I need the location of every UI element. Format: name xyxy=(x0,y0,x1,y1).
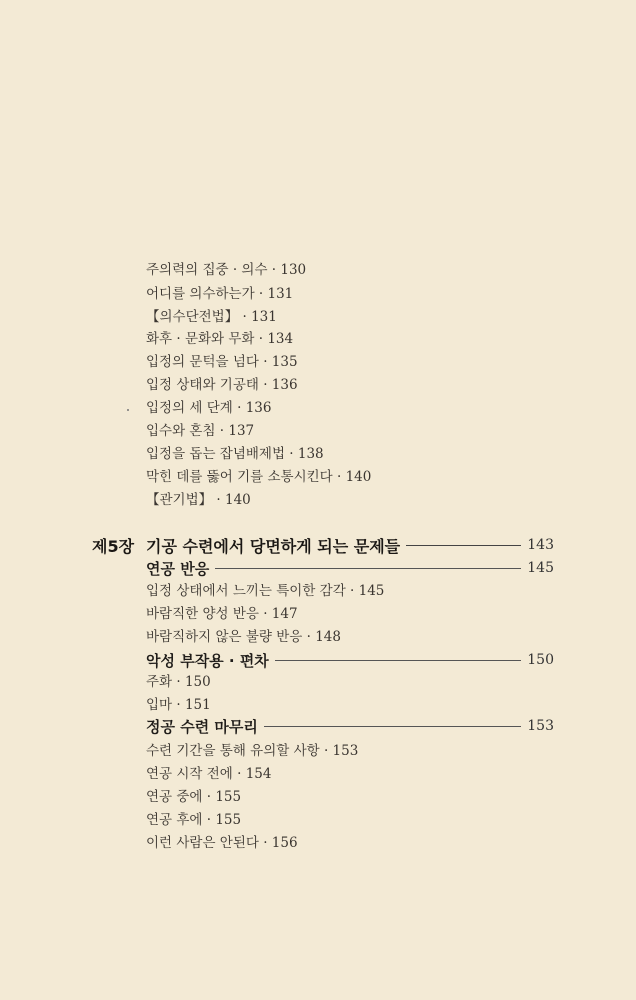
toc-entry: 바람직하지 않은 불량 반응 · 148 xyxy=(146,629,341,645)
section-heading xyxy=(146,714,554,738)
section-page: 150 xyxy=(527,652,554,668)
toc-entry: 어디를 의수하는가 · 131 xyxy=(146,286,294,302)
toc-entry: 입정을 돕는 잡념배제법 · 138 xyxy=(146,446,324,462)
toc-entry: 입마 · 151 xyxy=(146,697,211,713)
toc-entry: 【관기법】 · 140 xyxy=(146,492,251,508)
toc-entry: 화후 · 문화와 무화 · 134 xyxy=(146,331,294,347)
section-title: 연공 반응 xyxy=(146,559,210,578)
chapter-number: 제5장 xyxy=(92,536,135,556)
chapter-page: 143 xyxy=(527,537,554,553)
stray-mark xyxy=(127,409,129,411)
leader-line xyxy=(275,660,521,661)
toc-entry: 입정 상태에서 느끼는 특이한 감각 · 145 xyxy=(146,583,385,599)
toc-entry: 주화 · 150 xyxy=(146,674,211,690)
toc-entry: 주의력의 집중 · 의수 · 130 xyxy=(146,262,307,278)
toc-entry: 이런 사람은 안된다 · 156 xyxy=(146,835,298,851)
leader-line xyxy=(406,545,521,546)
toc-entry: 연공 후에 · 155 xyxy=(146,812,242,828)
section-page: 145 xyxy=(527,560,554,576)
chapter-title: 기공 수련에서 당면하게 되는 문제들 xyxy=(146,536,401,556)
toc-entry: 입수와 혼침 · 137 xyxy=(146,423,255,439)
section-heading xyxy=(146,556,554,580)
leader-line xyxy=(264,726,521,727)
section-title: 정공 수련 마무리 xyxy=(146,717,258,736)
section-title: 악성 부작용 · 편차 xyxy=(146,651,269,670)
toc-entry: 입정의 세 단계 · 136 xyxy=(146,400,272,416)
leader-line xyxy=(215,568,521,569)
toc-entry: 입정의 문턱을 넘다 · 135 xyxy=(146,354,298,370)
chapter-heading xyxy=(92,532,554,558)
toc-entry: 입정 상태와 기공태 · 136 xyxy=(146,377,298,393)
toc-entry: 막힌 데를 뚫어 기를 소통시킨다 · 140 xyxy=(146,469,372,485)
toc-entry: 연공 시작 전에 · 154 xyxy=(146,766,272,782)
toc-entry: 연공 중에 · 155 xyxy=(146,789,242,805)
toc-entry: 바람직한 양성 반응 · 147 xyxy=(146,606,298,622)
toc-entry: 수련 기간을 통해 유의할 사항 · 153 xyxy=(146,743,359,759)
section-page: 153 xyxy=(527,718,554,734)
toc-entry: 【의수단전법】 · 131 xyxy=(146,309,277,325)
section-heading xyxy=(146,648,554,672)
